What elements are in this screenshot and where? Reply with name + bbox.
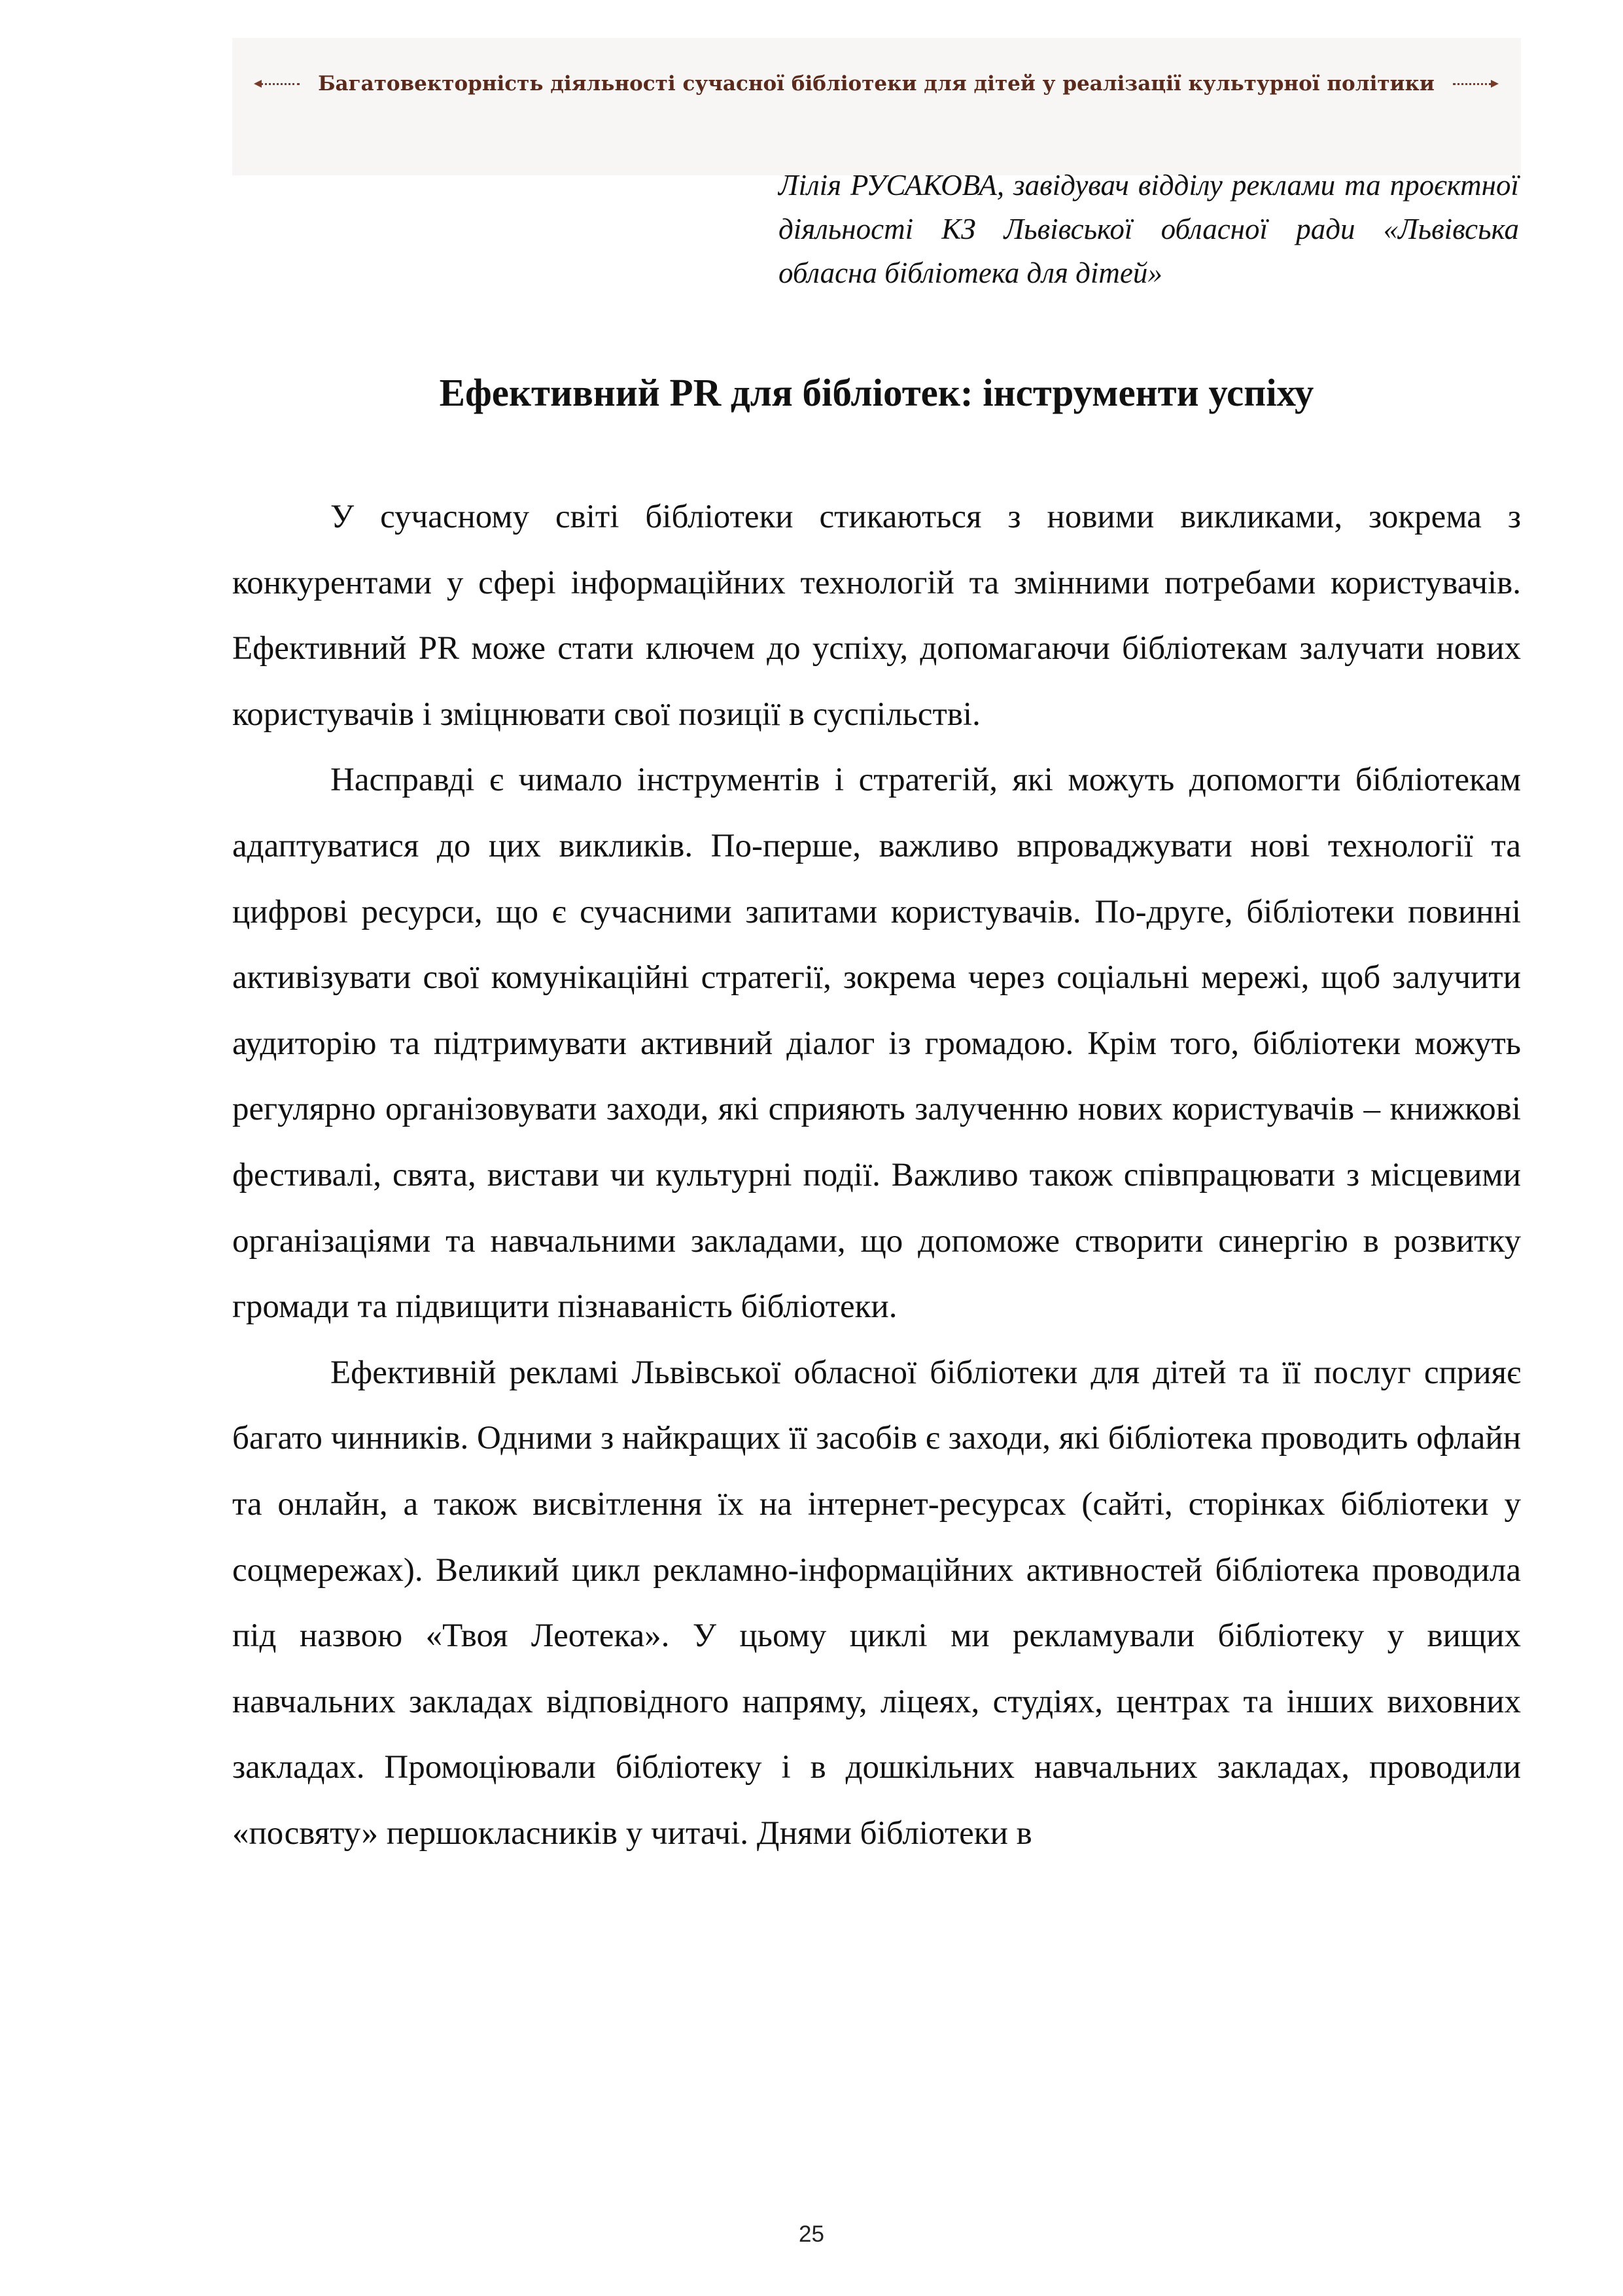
paragraph: У сучасному світі бібліотеки стикаються з новими викликами, зокрема з конкурентами у сфері інформаційних технологій та змінними потребами користувачів. Ефективний PR може стати ключем до успіху, допомагаючи бібліотекам залучати нових користувачів і зміцнювати свої позиції в суспільстві. (232, 499, 1521, 733)
author-affiliation: Лілія РУСАКОВА, завідувач відділу реклами та проєктної діяльності КЗ Львівської обласної ради «Львівська обласна бібліотека для дітей» (778, 169, 1519, 289)
page-number: 25 (799, 2221, 824, 2247)
header-right-arrow-icon (1453, 83, 1496, 85)
running-header-band (232, 38, 1521, 175)
paragraph: Ефективній рекламі Львівської обласної бібліотеки для дітей та її послуг сприяє багато чинників. Одними з найкращих її засобів є заходи, які бібліотека проводить офлайн та онлайн, а також висвітлення їх на інтернет-ресурсах (сайті, сторінках бібліотеки у соцмережах). Великий цикл рекламно-інформаційних активностей бібліотека проводила під назвою «Твоя Леотека». У цьому циклі ми рекламували бібліотеку у вищих навчальних закладах відповідного напряму, ліцеях, студіях, центрах та інших виховних закладах. Промоціювали бібліотеку і в дошкільних навчальних закладах, проводили «посвяту» першокласників у читачі. Днями бібліотеки в (232, 1354, 1521, 1852)
paragraph: Насправді є чимало інструментів і стратегій, які можуть допомогти бібліотекам адаптуватися до цих викликів. По-перше, важливо впроваджувати нові технології та цифрові ресурси, що є сучасними запитами користувачів. По-друге, бібліотеки повинні активізувати свої комунікаційні стратегії, зокрема через соціальні мережі, щоб залучити аудиторію та підтримувати активний діалог із громадою. Крім того, бібліотеки можуть регулярно організовувати заходи, які сприяють залученню нових користувачів – книжкові фестивалі, свята, вистави чи культурні події. Важливо також співпрацювати з місцевими організаціями та навчальними закладами, що допоможе створити синергію в розвитку громади та підвищити пізнаваність бібліотеки. (232, 762, 1521, 1326)
article-body (232, 484, 1521, 1866)
article-title: Ефективний PR для бібліотек: інструменти успіху (439, 371, 1314, 414)
header-left-arrow-icon (256, 83, 300, 85)
running-header-title: Багатовекторність діяльності сучасної бібліотеки для дітей у реалізації культурної політики (318, 72, 1435, 96)
running-header (256, 64, 1496, 103)
